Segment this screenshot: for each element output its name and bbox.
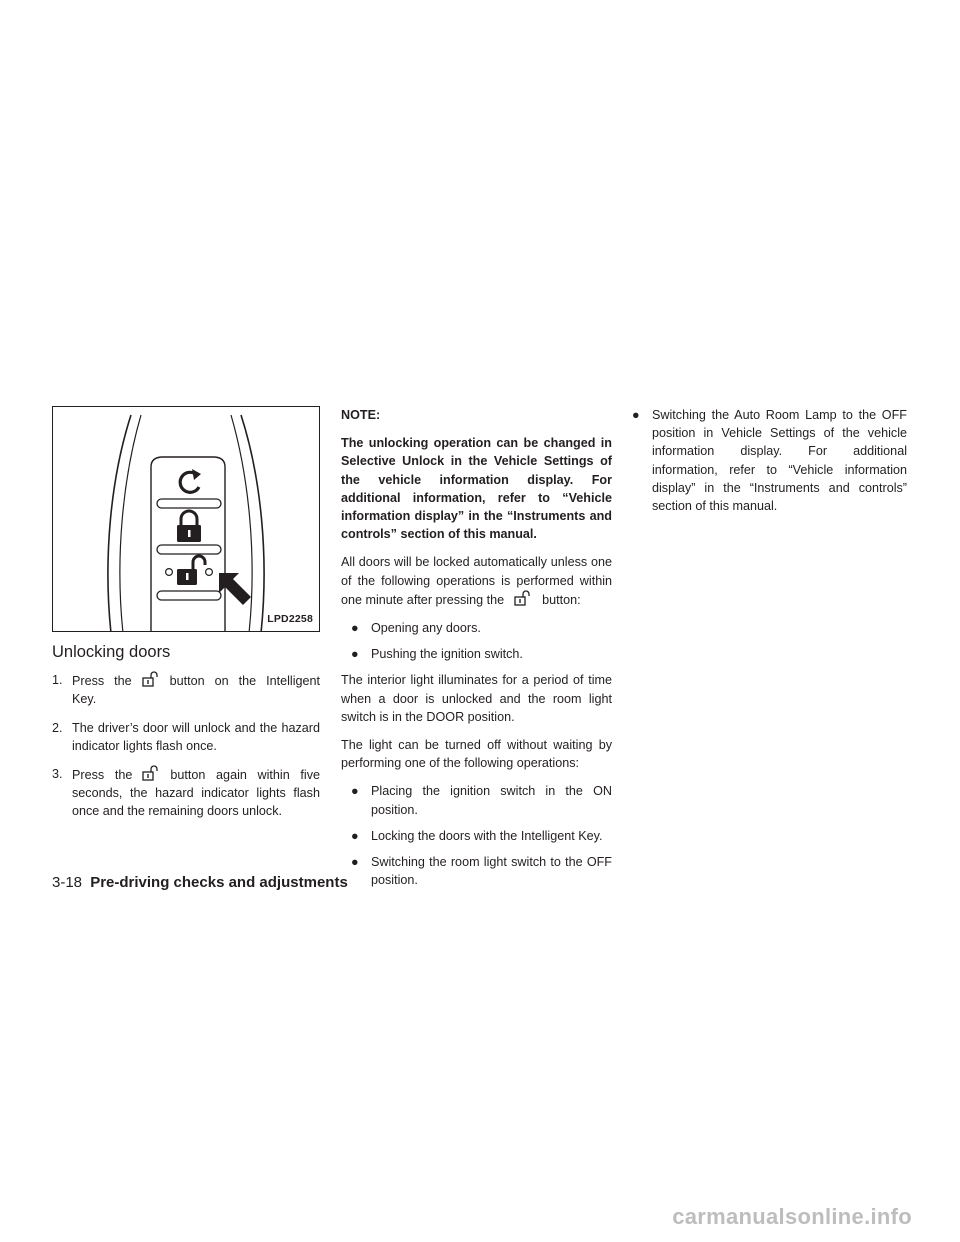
list-item-text: Switching the Auto Room Lamp to the OFF position in Vehicle Settings of the vehicle information display. For additional information, refer to “Vehicle information display” in the “Instruments and controls” section of this manual. [652, 408, 907, 514]
auto-lock-bullets [341, 619, 612, 663]
note-title: NOTE: [341, 408, 381, 422]
unlock-icon [166, 556, 213, 585]
bullet-icon: ● [351, 621, 359, 636]
bullet-icon: ● [351, 784, 359, 799]
intelligent-key-illustration [53, 407, 320, 632]
unlock-button-icon [140, 765, 162, 781]
step-3 [52, 765, 320, 821]
interior-light-paragraph: The interior light illuminates for a period of time when a door is unlocked and the room light switch is in the DOOR position. [341, 673, 612, 724]
list-item-text: Switching the room light switch to the OFF position. [371, 855, 612, 888]
list-item-text: Locking the doors with the Intelligent Key. [371, 828, 603, 843]
list-item-text: Opening any doors. [371, 621, 481, 636]
step-number: 3. [52, 767, 63, 782]
step-text-after: button again within five seconds, the hazard indicator lights flash once and the remaining doors unlock. [72, 768, 320, 819]
bullet-icon: ● [351, 828, 359, 843]
step-1 [52, 671, 320, 708]
step-number: 1. [52, 673, 63, 688]
list-item [341, 782, 612, 818]
bullet-icon: ● [351, 647, 359, 662]
note-body: The unlocking operation can be changed in Selective Unlock in the Vehicle Settings of the vehicle information display. For additional information, refer to “Vehicle information display” in the “Instruments and controls” section of this manual. [341, 436, 612, 542]
step-text: The driver’s door will unlock and the hazard indicator lights flash once. [72, 720, 320, 753]
page-number: 3-18 [52, 874, 83, 891]
column-2 [341, 406, 612, 897]
column-1 [52, 406, 320, 831]
auto-lock-text-before: All doors will be locked automatically unless one of the following operations is performed within one minute after pressing the [341, 555, 612, 607]
auto-lock-paragraph [341, 553, 612, 609]
chapter-title: Pre-driving checks and adjustments [90, 874, 348, 891]
step-text-before: Press the [72, 768, 133, 783]
step-2 [52, 719, 320, 755]
bullet-icon: ● [632, 408, 640, 422]
figure-label: LPD2258 [267, 612, 313, 625]
section-heading: Unlocking doors [52, 643, 171, 661]
unlock-button-icon [140, 671, 162, 687]
list-item [341, 853, 612, 889]
intelligent-key-figure [52, 406, 320, 632]
list-item [341, 619, 612, 637]
step-text-after: button on the Intelligent Key. [72, 674, 321, 707]
unlock-button-icon [512, 590, 534, 606]
bullet-icon: ● [351, 855, 359, 870]
step-text-before: Press the [72, 674, 132, 689]
arrow-icon [219, 573, 251, 605]
page-footer [52, 874, 348, 891]
turn-off-bullets [341, 782, 612, 889]
list-item [341, 645, 612, 663]
lock-icon [177, 511, 201, 542]
list-item-text: Placing the ignition switch in the ON position. [371, 784, 612, 817]
col3-bullets [632, 406, 907, 515]
watermark: carmanualsonline.info [672, 1204, 912, 1229]
auto-lock-text-after: button: [542, 592, 581, 607]
panic-icon [180, 469, 201, 492]
step-number: 2. [52, 720, 63, 735]
list-item [341, 827, 612, 845]
list-item [632, 406, 907, 515]
column-3 [632, 406, 907, 523]
list-item-text: Pushing the ignition switch. [371, 647, 523, 662]
turn-off-intro: The light can be turned off without waiting by performing one of the following operations: [341, 738, 612, 771]
steps-list [52, 671, 320, 820]
